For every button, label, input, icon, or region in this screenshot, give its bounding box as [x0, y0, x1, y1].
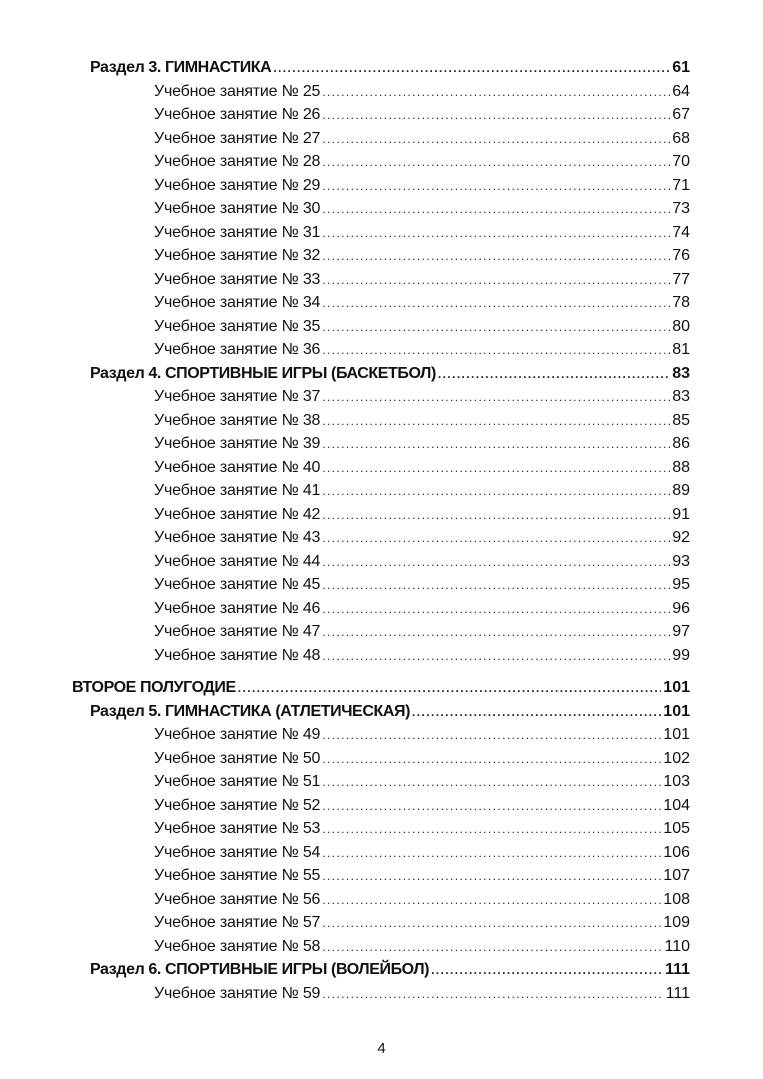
toc-entry-label: Учебное занятие № 30 [154, 200, 321, 217]
toc-lesson-entry [72, 911, 690, 935]
toc-lesson-entry [72, 770, 690, 794]
dot-leader [322, 551, 670, 575]
toc-entry-page: 96 [672, 599, 690, 617]
toc-lesson-entry [72, 338, 690, 362]
dot-leader [322, 457, 670, 481]
toc-entry-page: 102 [663, 749, 690, 767]
toc-entry-label: Учебное занятие № 25 [154, 82, 321, 100]
toc-entry-label: Учебное занятие № 37 [154, 388, 321, 405]
toc-entry-page: 97 [672, 623, 690, 640]
toc-lesson-entry [72, 747, 690, 771]
toc-entry-label: Учебное занятие № 53 [154, 820, 321, 837]
dot-leader [322, 316, 670, 340]
toc-lesson-entry [72, 80, 690, 104]
toc-lesson-entry [72, 982, 690, 1006]
toc-lesson-entry [72, 864, 690, 888]
dot-leader [322, 527, 670, 551]
toc-entry-page: 109 [663, 914, 690, 931]
toc-entry-page: 77 [672, 270, 690, 288]
toc-entry-label: Учебное занятие № 56 [154, 890, 321, 908]
toc-entry-label: Учебное занятие № 42 [154, 505, 321, 523]
toc-entry-label: Учебное занятие № 31 [154, 223, 321, 241]
dot-leader [322, 222, 670, 246]
toc-entry-label: Учебное занятие № 38 [154, 411, 321, 429]
toc-lesson-entry [72, 597, 690, 621]
toc-entry-label: ВТОРОЕ ПОЛУГОДИЕ [72, 679, 236, 696]
toc-entry-label: Учебное занятие № 52 [154, 796, 321, 814]
dot-leader [322, 386, 670, 410]
toc-entry-label: Учебное занятие № 45 [154, 576, 321, 593]
toc-part-entry [72, 676, 690, 700]
toc-entry-label: Учебное занятие № 47 [154, 623, 321, 640]
dot-leader [322, 151, 670, 175]
toc-entry-label: Учебное занятие № 54 [154, 843, 321, 861]
dot-leader [322, 621, 670, 645]
dot-leader [322, 198, 670, 222]
dot-leader [322, 795, 661, 819]
toc-entry-label: Учебное занятие № 49 [154, 726, 321, 743]
toc-entry-page: 80 [672, 317, 690, 335]
toc-entry-page: 103 [663, 773, 690, 790]
toc-entry-label: Учебное занятие № 29 [154, 176, 321, 194]
toc-entry-page: 107 [663, 867, 690, 884]
toc-lesson-entry [72, 291, 690, 315]
toc-lesson-entry [72, 888, 690, 912]
dot-leader [322, 983, 663, 1007]
toc-entry-page: 91 [672, 505, 690, 523]
toc-lesson-entry [72, 127, 690, 151]
toc-entry-page: 76 [672, 247, 690, 264]
toc-entry-page: 101 [663, 726, 690, 743]
dot-leader [322, 480, 670, 504]
toc-lesson-entry [72, 456, 690, 480]
toc-entry-page: 99 [672, 646, 690, 664]
toc-entry-label: Учебное занятие № 28 [154, 153, 321, 170]
toc-entry-page: 101 [663, 702, 690, 720]
toc-entry-page: 71 [672, 176, 690, 194]
dot-leader [322, 104, 670, 128]
toc-section-entry [72, 56, 690, 80]
dot-leader [322, 842, 661, 866]
toc-section-entry [72, 362, 690, 386]
toc-entry-label: Учебное занятие № 57 [154, 914, 321, 931]
toc-entry-page: 64 [672, 82, 690, 100]
toc-entry-label: Учебное занятие № 32 [154, 247, 321, 264]
toc-entry-label: Раздел 3. ГИМНАСТИКА [90, 59, 272, 76]
toc-lesson-entry [72, 479, 690, 503]
toc-entry-page: 106 [663, 843, 690, 861]
toc-entry-label: Учебное занятие № 40 [154, 458, 321, 476]
toc-entry-label: Раздел 4. СПОРТИВНЫЕ ИГРЫ (БАСКЕТБОЛ) [90, 364, 436, 382]
dot-leader [238, 677, 662, 701]
toc-entry-label: Учебное занятие № 26 [154, 106, 321, 123]
dot-leader [438, 363, 670, 387]
toc-entry-page: 73 [672, 200, 690, 217]
toc-entry-label: Учебное занятие № 55 [154, 867, 321, 884]
dot-leader [273, 57, 670, 81]
toc-lesson-entry [72, 244, 690, 268]
dot-leader [322, 410, 670, 434]
dot-leader [322, 339, 670, 363]
toc-entry-page: 104 [663, 796, 690, 814]
toc-lesson-entry [72, 150, 690, 174]
dot-leader [322, 292, 670, 316]
dot-leader [322, 175, 670, 199]
dot-leader [322, 724, 661, 748]
toc-lesson-entry [72, 503, 690, 527]
toc-lesson-entry [72, 841, 690, 865]
toc-entry-label: Учебное занятие № 27 [154, 129, 321, 147]
toc-entry-label: Учебное занятие № 50 [154, 749, 321, 767]
toc-entry-label: Учебное занятие № 51 [154, 773, 321, 790]
dot-leader [322, 245, 670, 269]
toc-entry-label: Учебное занятие № 34 [154, 294, 321, 311]
dot-leader [322, 81, 670, 105]
section-gap [72, 667, 690, 676]
toc-lesson-entry [72, 723, 690, 747]
toc-entry-label: Учебное занятие № 35 [154, 317, 321, 335]
toc-entry-label: Учебное занятие № 39 [154, 435, 321, 452]
dot-leader [431, 959, 663, 983]
dot-leader [322, 771, 661, 795]
toc-entry-label: Учебное занятие № 48 [154, 646, 321, 664]
toc-lesson-entry [72, 573, 690, 597]
toc-lesson-entry [72, 221, 690, 245]
toc-lesson-entry [72, 409, 690, 433]
toc-entry-page: 85 [672, 411, 690, 429]
toc-lesson-entry [72, 935, 690, 959]
toc-lesson-entry [72, 385, 690, 409]
dot-leader [322, 504, 670, 528]
toc-section-entry [72, 958, 690, 982]
toc-entry-label: Учебное занятие № 44 [154, 552, 321, 570]
dot-leader [322, 865, 661, 889]
toc-entry-page: 78 [672, 294, 690, 311]
toc-entry-label: Раздел 6. СПОРТИВНЫЕ ИГРЫ (ВОЛЕЙБОЛ) [90, 961, 430, 978]
table-of-contents [72, 56, 690, 1005]
dot-leader [322, 269, 670, 293]
toc-entry-page: 105 [663, 820, 690, 837]
dot-leader [412, 701, 661, 725]
toc-lesson-entry [72, 526, 690, 550]
dot-leader [322, 598, 670, 622]
toc-entry-page: 93 [672, 552, 690, 570]
toc-entry-page: 70 [672, 153, 690, 170]
toc-entry-label: Учебное занятие № 59 [154, 984, 321, 1002]
toc-lesson-entry [72, 103, 690, 127]
toc-entry-label: Раздел 5. ГИМНАСТИКА (АТЛЕТИЧЕСКАЯ) [90, 702, 411, 720]
toc-entry-page: 101 [663, 679, 690, 696]
dot-leader [322, 433, 670, 457]
toc-entry-label: Учебное занятие № 41 [154, 482, 321, 499]
dot-leader [322, 912, 661, 936]
dot-leader [322, 889, 661, 913]
toc-entry-label: Учебное занятие № 36 [154, 341, 321, 358]
dot-leader [322, 574, 670, 598]
toc-entry-page: 68 [672, 129, 690, 147]
toc-entry-label: Учебное занятие № 43 [154, 529, 321, 546]
toc-lesson-entry [72, 644, 690, 668]
dot-leader [322, 128, 670, 152]
toc-entry-page: 81 [672, 341, 690, 358]
toc-entry-page: 61 [672, 59, 690, 76]
dot-leader [322, 645, 670, 669]
toc-lesson-entry [72, 794, 690, 818]
page-number: 4 [377, 1040, 386, 1057]
dot-leader [322, 748, 661, 772]
toc-section-entry [72, 700, 690, 724]
toc-entry-page: 95 [672, 576, 690, 593]
toc-entry-label: Учебное занятие № 58 [154, 937, 321, 955]
toc-entry-page: 67 [672, 106, 690, 123]
toc-entry-page: 74 [672, 223, 690, 241]
toc-lesson-entry [72, 315, 690, 339]
toc-entry-page: 111 [665, 984, 690, 1002]
toc-entry-label: Учебное занятие № 46 [154, 599, 321, 617]
toc-lesson-entry [72, 550, 690, 574]
toc-lesson-entry [72, 432, 690, 456]
toc-entry-page: 89 [672, 482, 690, 499]
toc-entry-page: 92 [672, 529, 690, 546]
toc-entry-page: 83 [672, 364, 690, 382]
dot-leader [322, 818, 661, 842]
toc-lesson-entry [72, 268, 690, 292]
toc-entry-page: 108 [663, 890, 690, 908]
toc-lesson-entry [72, 620, 690, 644]
dot-leader [322, 936, 662, 960]
toc-entry-page: 111 [665, 961, 690, 978]
toc-lesson-entry [72, 197, 690, 221]
toc-entry-label: Учебное занятие № 33 [154, 270, 321, 288]
toc-entry-page: 88 [672, 458, 690, 476]
toc-entry-page: 86 [672, 435, 690, 452]
toc-lesson-entry [72, 174, 690, 198]
toc-entry-page: 110 [664, 937, 690, 955]
toc-entry-page: 83 [672, 388, 690, 405]
toc-lesson-entry [72, 817, 690, 841]
